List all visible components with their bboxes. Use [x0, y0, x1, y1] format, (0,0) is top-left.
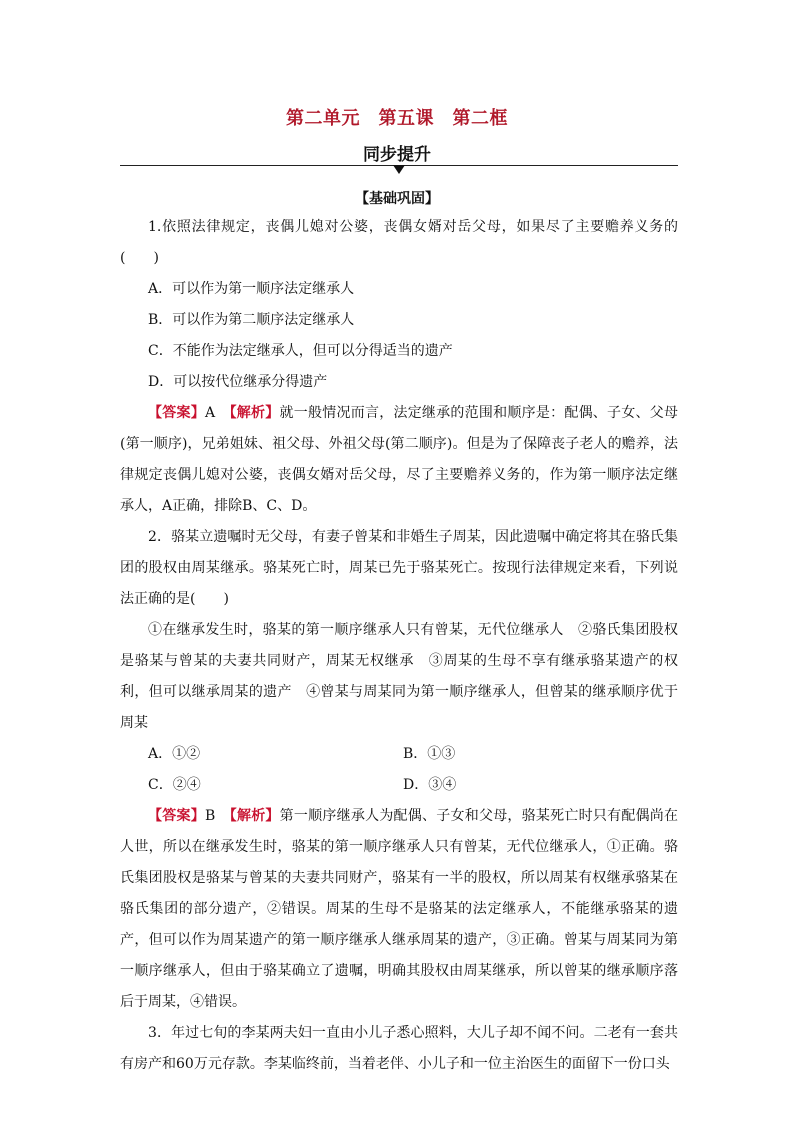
question-2-option-b: B．①③: [403, 746, 456, 762]
page-subtitle: 同步提升: [363, 145, 431, 165]
question-3-stem: 3．年过七旬的李某两夫妇一直由小儿子悉心照料，大儿子却不闻不问。二老有一套共有房产和60万元存款。李某临终前，当着老伴、小儿子和一位主治医生的面留下一份口头: [120, 1025, 678, 1072]
answer-value: A: [204, 405, 230, 421]
question-2-answer: [120, 801, 678, 1018]
question-2-stem: 2．骆某立遗嘱时无父母，有妻子曾某和非婚生子周某，因此遗嘱中确定将其在骆氏集团的股权由周某继承。骆某死亡时，周某已先于骆某死亡。按现行法律规定来看，下列说法正确的是( ): [120, 529, 678, 607]
question-1-option-a: A．可以作为第一顺序法定继承人: [148, 281, 355, 297]
question-1-option-c: C．不能作为法定继承人，但可以分得适当的遗产: [148, 343, 453, 359]
question-2-option-d: D．③④: [403, 777, 457, 793]
answer-value: B: [204, 808, 230, 824]
question-2-statements: ①在继承发生时，骆某的第一顺序继承人只有曾某，无代位继承人 ②骆氏集团股权是骆某与曾某的夫妻共同财产，周某无权继承 ③周某的生母不享有继承骆某遗产的权利，但可以继承周某的遗产 ④曾某与周某同为第一顺序继承人，但曾某的继承顺序优于周某: [120, 622, 678, 731]
question-1-stem: 1.依照法律规定，丧偶儿媳对公婆，丧偶女婿对岳父母，如果尽了主要赡养义务的( ): [120, 219, 678, 266]
question-1-option-d: D．可以按代位继承分得遗产: [148, 374, 328, 390]
analysis-text: 第一顺序继承人为配偶、子女和父母，骆某死亡时只有配偶尚在人世，所以在继承发生时，骆某的第一顺序继承人只有曾某，无代位继承人，①正确。骆氏集团股权是骆某与曾某的夫妻共同财产，骆某有一半的股权，所以周某有权继承骆某在骆氏集团的部分遗产，②错误。周某的生母不是骆某的法定继承人，不能继承骆某的遗产，但可以作为周某遗产的第一顺序继承人继承周某的遗产，③正确。曾某与周某同为第一顺序继承人，但由于骆某确立了遗嘱，明确其股权由周某继承，所以曾某的继承顺序落后于周某，④错误。: [120, 808, 679, 1010]
question-2-options-row-1: [120, 739, 678, 770]
question-2-option-c: C．②④: [148, 777, 201, 793]
question-1-answer: [120, 398, 678, 522]
analysis-tag: 【解析】: [229, 405, 280, 421]
answer-tag: 【答案】: [148, 808, 205, 824]
analysis-tag: 【解析】: [229, 808, 280, 824]
triangle-down-icon: [393, 165, 405, 174]
page-title: 第二单元 第五课 第二框: [286, 108, 508, 129]
question-2-option-a: A．①②: [148, 746, 201, 762]
question-1-option-b: B．可以作为第二顺序法定继承人: [148, 312, 355, 328]
analysis-text: 就一般情况而言，法定继承的范围和顺序是：配偶、子女、父母(第一顺序)，兄弟姐妹、祖父母、外祖父母(第二顺序)。但是为了保障丧子老人的赡养，法律规定丧偶儿媳对公婆，丧偶女婿对岳父母，尽了主要赡养义务的，作为第一顺序法定继承人，A正确，排除B、C、D。: [120, 405, 679, 514]
question-2-options-row-2: [120, 770, 678, 801]
answer-tag: 【答案】: [148, 405, 205, 421]
section-heading: 【基础巩固】: [355, 191, 439, 207]
document-body: [120, 212, 678, 1080]
